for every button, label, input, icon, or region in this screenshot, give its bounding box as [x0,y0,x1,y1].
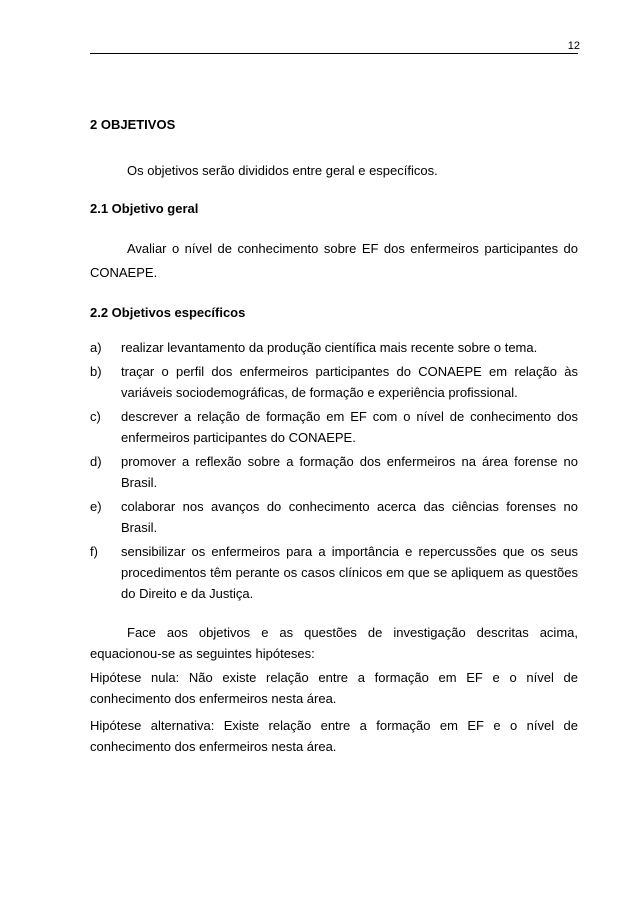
specific-objectives-title: 2.2 Objetivos específicos [90,305,246,320]
section-title: 2 OBJETIVOS [90,117,176,132]
list-item [90,496,578,538]
list-item-text: realizar levantamento da produção científica mais recente sobre o tema. [121,340,538,355]
list-marker: e) [90,499,102,514]
list-item [90,406,578,448]
list-marker: a) [90,340,102,355]
header-rule [90,53,578,54]
list-item-text: promover a reflexão sobre a formação dos enfermeiros na área forense no Brasil. [121,454,578,490]
list-marker: f) [90,544,98,559]
list-item [90,361,578,403]
null-hypothesis: Hipótese nula: Não existe relação entre a formação em EF e o nível de conhecimento dos enfermeiros nesta área. [90,670,578,706]
specific-objectives-list [90,337,578,604]
general-objective-text: Avaliar o nível de conhecimento sobre EF dos enfermeiros participantes do CONAEPE. [90,241,578,280]
list-item [90,451,578,493]
list-item-text: colaborar nos avanços do conhecimento acerca das ciências forenses no Brasil. [121,499,578,535]
list-item-text: sensibilizar os enfermeiros para a importância e repercussões que os seus procedimentos têm perante os casos clínicos em que se apliquem as questões do Direito e da Justiça. [121,544,578,601]
list-item [90,337,578,358]
list-item [90,541,578,604]
document-body [90,113,578,757]
list-item-text: descrever a relação de formação em EF com o nível de conhecimento dos enfermeiros participantes do CONAEPE. [121,409,578,445]
list-item-text: traçar o perfil dos enfermeiros participantes do CONAEPE em relação às variáveis sociodemográficas, de formação e experiência profissional. [121,364,578,400]
list-marker: b) [90,364,102,379]
page-number: 12 [567,40,580,52]
list-marker: c) [90,409,101,424]
general-objective-title: 2.1 Objetivo geral [90,201,199,216]
alternative-hypothesis: Hipótese alternativa: Existe relação entre a formação em EF e o nível de conhecimento dos enfermeiros nesta área. [90,718,578,754]
hypotheses-intro: Face aos objetivos e as questões de investigação descritas acima, equacionou-se as seguintes hipóteses: [90,625,578,661]
section-intro: Os objetivos serão divididos entre geral e específicos. [127,163,438,178]
list-marker: d) [90,454,102,469]
